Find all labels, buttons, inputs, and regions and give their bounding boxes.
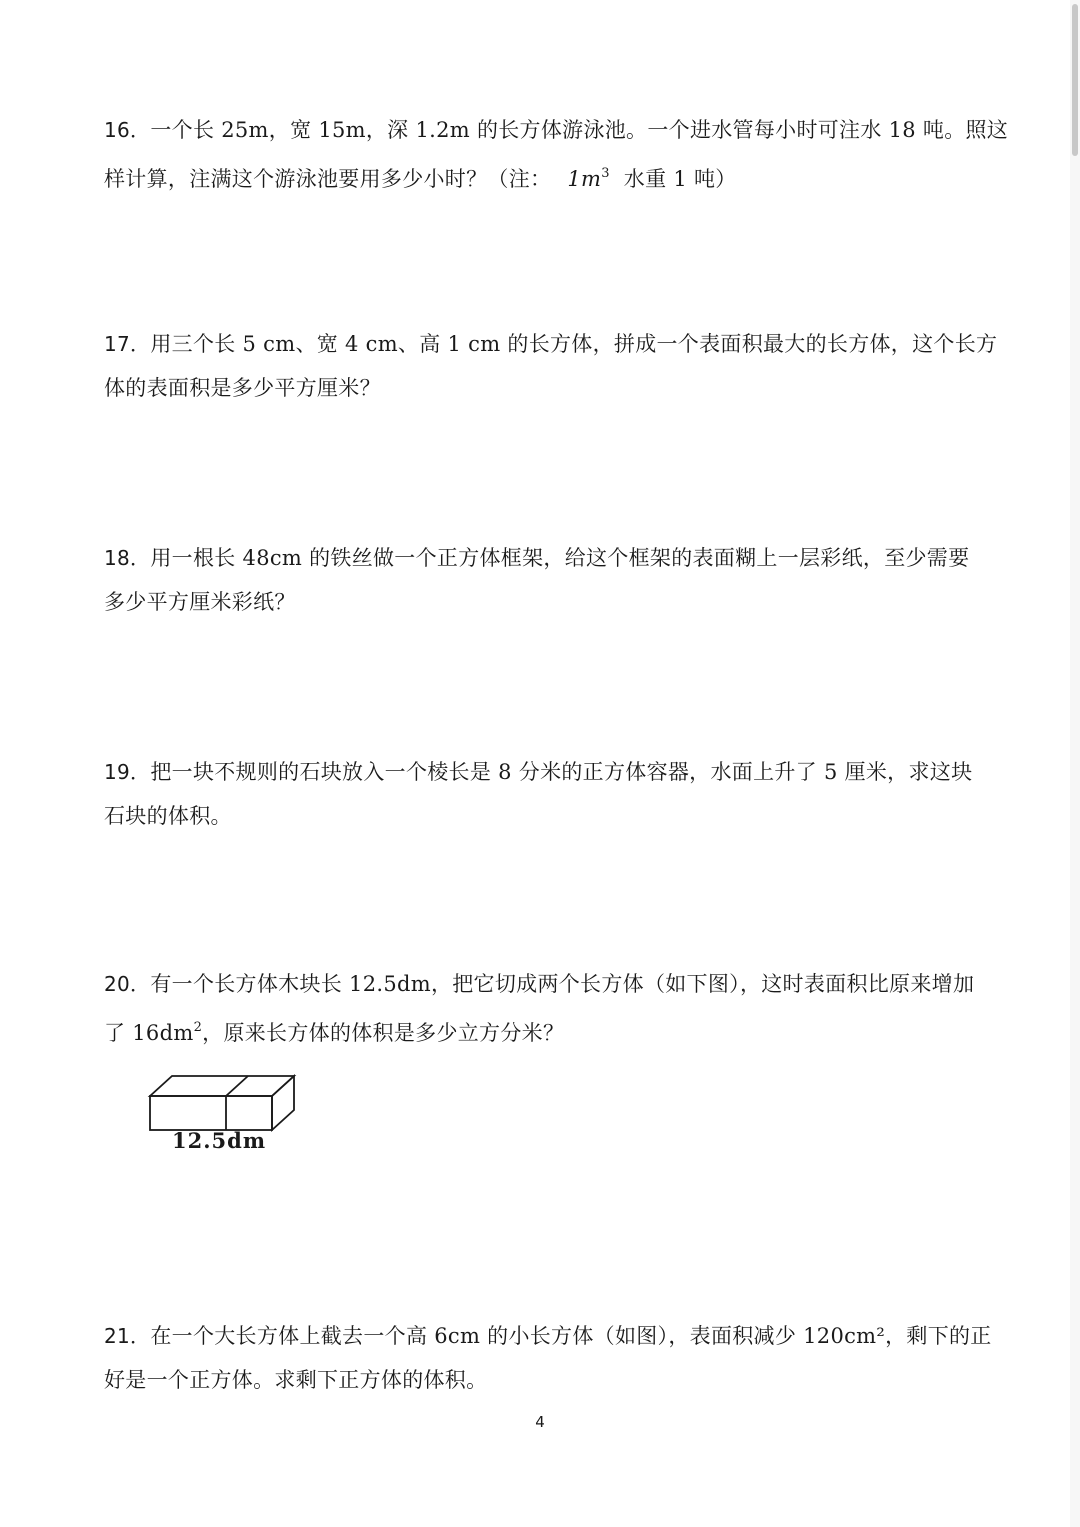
question-16 xyxy=(104,108,1009,201)
figure-length-label: 12.5dm xyxy=(172,1128,267,1153)
question-20-line-2 xyxy=(104,1006,984,1055)
question-17-line-2: 体的表面积是多少平方厘米？ xyxy=(104,376,381,400)
question-19 xyxy=(104,750,984,838)
question-text: 水重 1 吨） xyxy=(623,167,737,191)
question-text: 用三个长 5 cm、宽 4 cm、高 1 cm 的长方体，拼成一个表面积最大的长方体，这个长方 xyxy=(150,332,998,356)
question-21-line-1 xyxy=(104,1314,992,1358)
superscript: 2 xyxy=(193,1020,203,1035)
cuboid-front-face xyxy=(150,1096,272,1130)
question-18-line-1 xyxy=(104,536,984,580)
question-text: 用一根长 48cm 的铁丝做一个正方体框架，给这个框架的表面糊上一层彩纸，至少需要 xyxy=(150,546,970,570)
question-text: 一个长 25m，宽 15m，深 1.2m 的长方体游泳池。一个进水管每小时可注水 18 吨。照这 xyxy=(150,118,1009,142)
cuboid-cut-line xyxy=(226,1076,248,1130)
question-text: 把一块不规则的石块放入一个棱长是 8 分米的正方体容器，水面上升了 5 厘米，求这块 xyxy=(150,760,973,784)
page-number: 4 xyxy=(535,1413,545,1431)
scrollbar-thumb[interactable] xyxy=(1072,4,1078,156)
question-19-line-1 xyxy=(104,750,984,794)
question-17 xyxy=(104,322,998,410)
question-20-line-1 xyxy=(104,962,984,1006)
question-number: 19． xyxy=(104,760,151,784)
question-16-line-2 xyxy=(104,152,984,201)
question-21 xyxy=(104,1314,992,1402)
cuboid-right-face xyxy=(272,1076,294,1130)
math-expression xyxy=(567,167,609,191)
scrollbar-track[interactable] xyxy=(1070,0,1080,1527)
question-text: 了 16dm xyxy=(104,1021,194,1045)
question-text: ，原来长方体的体积是多少立方分米？ xyxy=(202,1021,565,1045)
question-number: 17． xyxy=(104,332,151,356)
question-21-line-2: 好是一个正方体。求剩下正方体的体积。 xyxy=(104,1368,488,1392)
question-number: 20． xyxy=(104,972,151,996)
question-text: 样计算，注满这个游泳池要用多少小时？（注： xyxy=(104,167,552,191)
question-number: 18． xyxy=(104,546,151,570)
question-19-line-2: 石块的体积。 xyxy=(104,804,232,828)
cuboid-top-face xyxy=(150,1076,294,1096)
question-number: 16． xyxy=(104,118,151,142)
question-18-line-2: 多少平方厘米彩纸？ xyxy=(104,590,296,614)
question-text: 在一个大长方体上截去一个高 6cm 的小长方体（如图），表面积减少 120cm²，剩下的正 xyxy=(150,1324,992,1348)
question-20 xyxy=(104,962,984,1055)
math-exponent: 3 xyxy=(601,166,610,181)
question-18 xyxy=(104,536,984,624)
math-base: 1m xyxy=(567,167,602,191)
question-number: 21． xyxy=(104,1324,151,1348)
question-16-line-1 xyxy=(104,108,1009,152)
question-text: 有一个长方体木块长 12.5dm，把它切成两个长方体（如下图），这时表面积比原来增加 xyxy=(150,972,975,996)
question-17-line-1 xyxy=(104,322,998,366)
